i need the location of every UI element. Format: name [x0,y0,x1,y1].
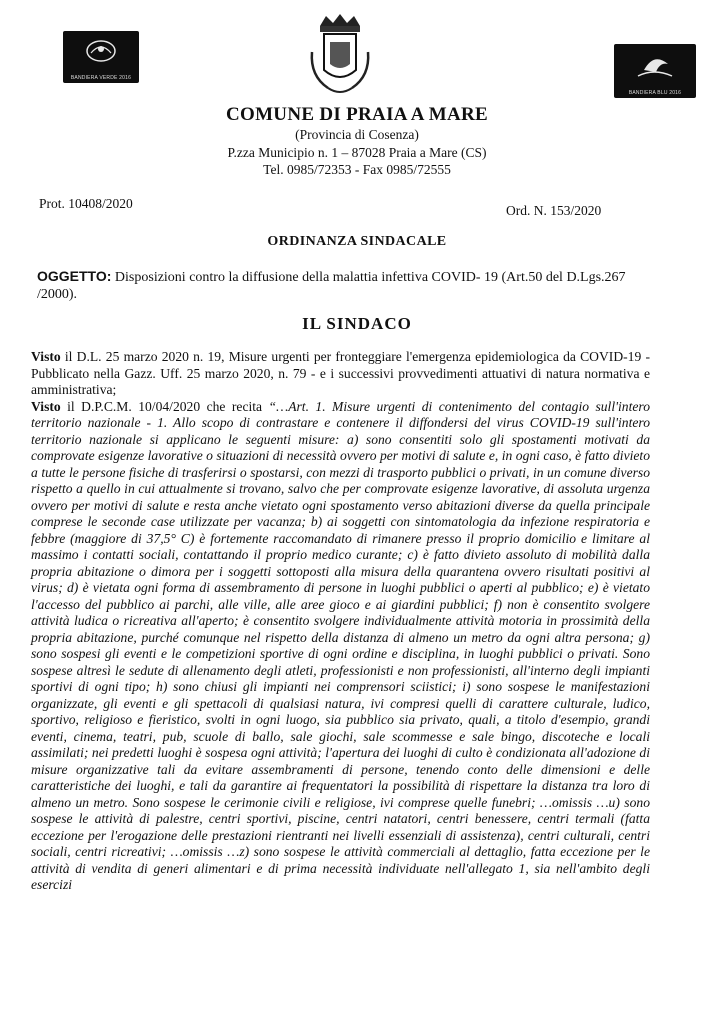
address-line: P.zza Municipio n. 1 – 87028 Praia a Mare (CS) [227,145,487,160]
recital-lead-1: Visto [31,349,61,364]
recital-lead-2: Visto [31,398,61,414]
recital-paragraph-1 [31,349,650,399]
document-type-heading: ORDINANZA SINDACALE [267,234,447,249]
dpcm-quote: “…Art. 1. Misure urgenti di contenimento del contagio sull'intero territorio nazionale - 1. Allo scopo di contrastare e contenere il diffondersi del virus COVID-19 sull'intero territorio nazionale si applicano le seguenti misure: a) sono consentiti solo gli spostamenti motivati da comprovate esigenze lavorative o situazioni di necessità ovvero per motivi di salute e, in ogni caso, è fatto divieto a tutte le persone fisiche di trasferirsi o spostarsi, con mezzi di trasporto pubblici o privati, in un comune diverso rispetto a quello in cui attualmente si trovano, salvo che per comprovate esigenze lavorative, di assoluta urgenza ovvero per motivi di salute e resta anche vietato ogni spostamento verso abitazioni diverse da quella principale comprese le seconde case utilizzate per vacanza; b) ai soggetti con sintomatologia da infezione respiratoria e febbre (maggiore di 37,5° C) è fortemente raccomandato di rimanere presso il proprio domicilio e limitare al massimo i contatti sociali, contattando il proprio medico curante; c) è fatto divieto assoluto di mobilità dalla propria abitazione o dimora per i soggetti sottoposti alla misura della quarantena ovvero risultati positivi al virus; d) è vietata ogni forma di assembramento di persone in luoghi pubblici o aperti al pubblico; e) è vietato l'accesso del pubblico ai parchi, alle ville, alle aree gioco e ai giardini pubblici; f) non è consentito svolgere attività ludica o ricreativa all'aperto; è consentito svolgere individualmente attività motoria in prossimità della propria abitazione, purché comunque nel rispetto della distanza di almeno un metro da ogni altra persona; g) sono sospesi gli eventi e le competizioni sportive di ogni ordine e disciplina, in luoghi pubblici o privati. Sono sospese altresì le sedute di allenamento degli atleti, professionisti e non professionisti, all'interno degli impianti sportivi di ogni tipo; h) sono chiusi gli impianti nei comprensori sciistici; i) sono sospese le manifestazioni organizzate, gli eventi e gli spettacoli di qualsiasi natura, ivi compresi quelli di carattere culturale, ludico, sportivo, religioso e fieristico, svolti in ogni luogo, sia pubblico sia privato, quali, a titolo d'esempio, grandi eventi, cinema, teatri, pub, scuole di ballo, sale giochi, sale scommesse e sale bingo, discoteche e locali assimilati; nei predetti luoghi è sospesa ogni attività; l'apertura dei luoghi di culto è condizionata all'adozione di misure organizzative tali da evitare assembramenti di persone, tenendo conto delle dimensioni e delle caratteristiche dei luoghi, e tali da garantire ai frequentatori la possibilità di rispettare la distanza tra loro di almeno un metro. Sono sospese le cerimonie civili e religiose, ivi comprese quelle funebri; …omissis …u) sono sospese le attività di palestre, centri sportivi, piscine, centri natatori, centri benessere, centri termali (fatta eccezione per l'erogazione delle prestazioni rientranti nei livelli essenziali di assistenza), centri culturali, centri sociali, centri ricreativi; …omissis …z) sono sospese le attività commerciali al dettaglio, fatta eccezione per le attività di vendita di generi alimentari e di prima necessità individuate nell'allegato 1, sia nell'ambito degli esercizi [31,398,650,892]
municipal-crest-icon [306,12,374,100]
document-body [31,349,650,894]
subject-text: Disposizioni contro la diffusione della malattia infettiva COVID- 19 (Art.50 del D.Lgs.267 /2000). [37,270,626,302]
province-line: (Provincia di Cosenza) [295,127,419,142]
recital-paragraph-2 [31,399,650,894]
logo-caption-left: BANDIERA VERDE 2016 [70,75,132,81]
recital-text-1: il D.L. 25 marzo 2020 n. 19, Misure urgenti per fronteggiare l'emergenza epidemiologica da COVID-19 - Pubblicato nella Gazz. Uff. 25 marzo 2020, n. 79 - e i successivi provvedimenti attuativi di natura normativa e amministrativa; [31,349,650,397]
logo-caption-right: BANDIERA BLU 2016 [628,90,682,96]
order-number: Ord. N. 153/2020 [506,203,602,218]
phone-line: Tel. 0985/72353 - Fax 0985/72555 [263,162,451,177]
municipality-title: COMUNE DI PRAIA A MARE [225,104,489,125]
bandiera-blu-logo [614,44,696,98]
subject-block [37,268,647,303]
recital-text-2: il D.P.C.M. 10/04/2020 che recita [67,398,263,414]
protocol-number: Prot. 10408/2020 [39,196,133,211]
subject-label: OGGETTO: [37,268,112,284]
authority-heading: IL SINDACO [302,314,412,333]
bandiera-verde-logo [63,31,139,83]
